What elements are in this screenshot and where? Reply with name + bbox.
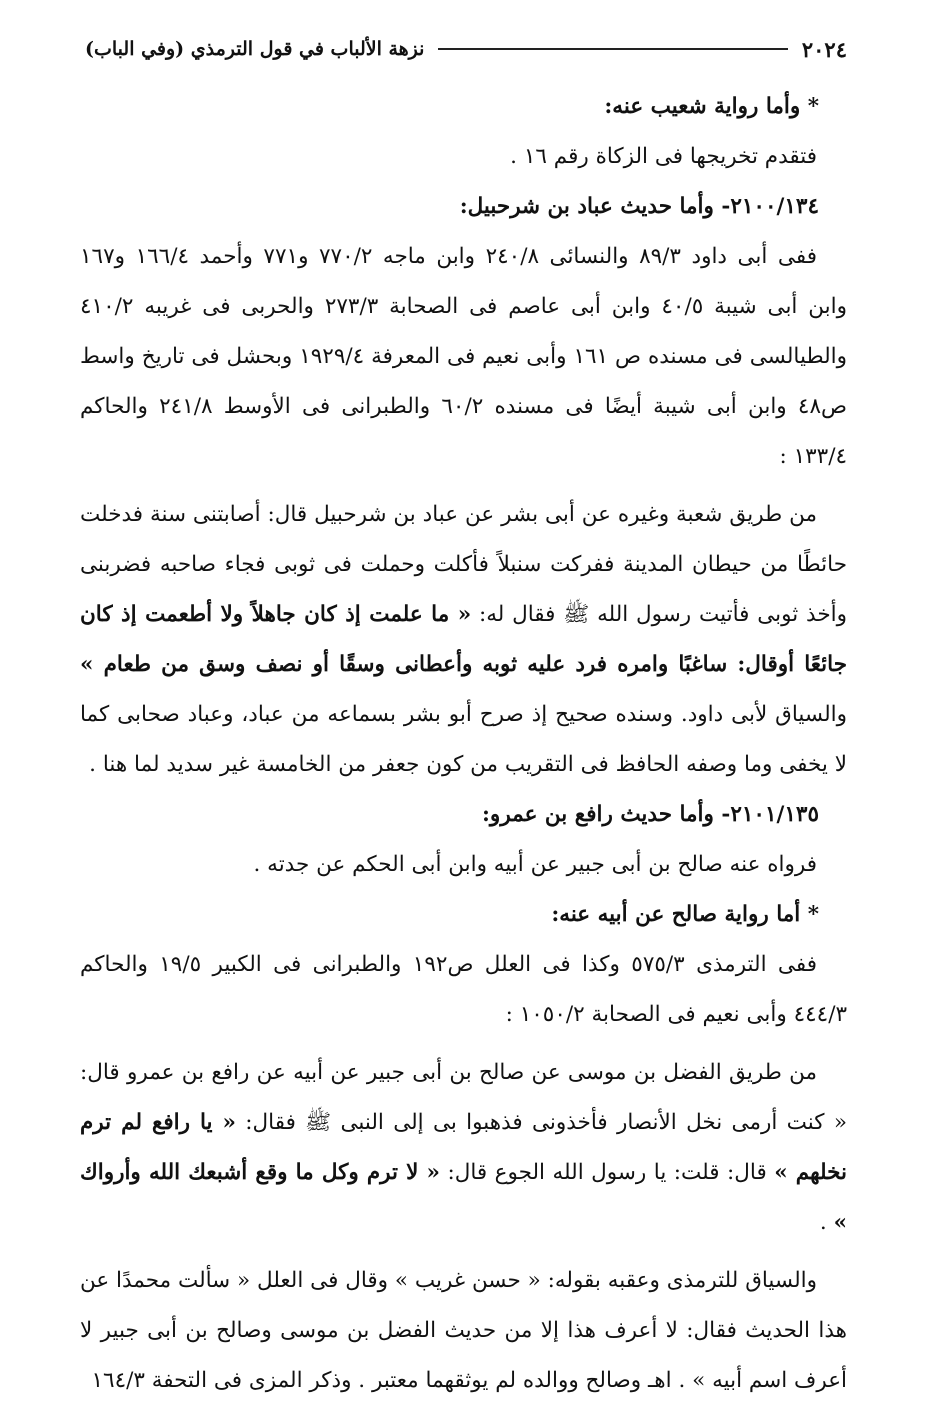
text-segment: من طريق شعبة وغيره عن أبى بشر عن عباد بن شرحبيل قال: أصابتنى سنة فدخلت حائطًا من حيطان المدينة ففركت سنبلاً فأكلت وحملت فى ثوبى فجاء صاحبه فضربنى وأخذ ثوبى فأتيت رسول الله ﷺ فقال له:	[80, 502, 847, 627]
hadith-quote: « يا رافع لم ترم نخلهم »	[80, 1110, 847, 1185]
paragraph: فرواه عنه صالح بن أبى جبير عن أبيه وابن أبى الحكم عن جدته .	[253, 852, 817, 877]
header-rule	[438, 48, 787, 50]
paragraph	[80, 1048, 847, 1248]
hadith-heading: ٢١٠١/١٣٥- وأما حديث رافع بن عمرو:	[482, 802, 819, 827]
section-heading: * أما رواية صالح عن أبيه عنه:	[551, 902, 819, 927]
hadith-quote: « لا ترم وكل ما وقع أشبعك الله وأرواك »	[80, 1160, 847, 1235]
hadith-heading: ٢١٠٠/١٣٤- وأما حديث عباد بن شرحبيل:	[459, 194, 819, 219]
paragraph: ففى أبى داود ٨٩/٣ والنسائى ٢٤٠/٨ وابن ماجه ٧٧٠/٢ و٧٧١ وأحمد ١٦٦/٤ و١٦٧ وابن أبى شيبة ٤٠/٥ وابن أبى عاصم فى الصحابة ٢٧٣/٣ والحربى فى غريبه ٤١٠/٢ والطيالسى فى مسنده ص ١٦١ وأبى نعيم فى المعرفة ١٩٢٩/٤ وبحشل فى تاريخ واسط ص٤٨ وابن أبى شيبة أيضًا فى مسنده ٦٠/٢ والطبرانى فى الأوسط ٢٤١/٨ والحاكم ١٣٣/٤ :	[80, 244, 847, 469]
running-header	[85, 34, 847, 64]
section-heading: * وأما رواية شعيب عنه:	[604, 94, 819, 119]
text-segment: .	[819, 1210, 834, 1235]
text-segment: من طريق الفضل بن موسى عن صالح بن أبى جبير عن أبيه عن رافع بن عمرو قال: « كنت أرمى نخل الأنصار فأخذونى فذهبوا بى إلى النبى ﷺ فقال:	[80, 1060, 847, 1135]
paragraph: ففى الترمذى ٥٧٥/٣ وكذا فى العلل ص١٩٢ والطبرانى فى الكبير ١٩/٥ والحاكم ٤٤٤/٣ وأبى نعيم فى الصحابة ١٠٥٠/٢ :	[80, 952, 847, 1027]
hadith-quote: « ما علمت إذ كان جاهلاً ولا أطعمت إذ كان جائعًا أوقال: ساغبًا وامره فرد عليه ثوبه وأعطانى وسقًا أو نصف وسق من طعام »	[80, 602, 847, 677]
page-number: ٢٠٢٤	[801, 36, 847, 62]
paragraph	[80, 490, 847, 790]
text-segment: قال: قلت: يا رسول الله الجوع قال:	[440, 1160, 775, 1185]
page-body	[80, 82, 847, 1406]
paragraph: فتقدم تخريجها فى الزكاة رقم ١٦ .	[510, 144, 817, 169]
header-title: نزهة الألباب في قول الترمذي (وفي الباب)	[85, 38, 425, 60]
paragraph: والسياق للترمذى وعقبه بقوله: « حسن غريب » وقال فى العلل « سألت محمدًا عن هذا الحديث فقال: لا أعرف هذا إلا من حديث الفضل بن موسى وصالح بن أبى جبير لا أعرف اسم أبيه » . اهـ وصالح ووالده لم يوثقهما معتبر . وذكر المزى فى التحفة ١٦٤/٣	[80, 1268, 847, 1393]
text-segment: والسياق لأبى داود. وسنده صحيح إذ صرح أبو بشر بسماعه من عباد، وعباد صحابى كما لا يخفى وما وصفه الحافظ فى التقريب من كون جعفر من الخامسة غير سديد لما هنا .	[80, 702, 847, 777]
